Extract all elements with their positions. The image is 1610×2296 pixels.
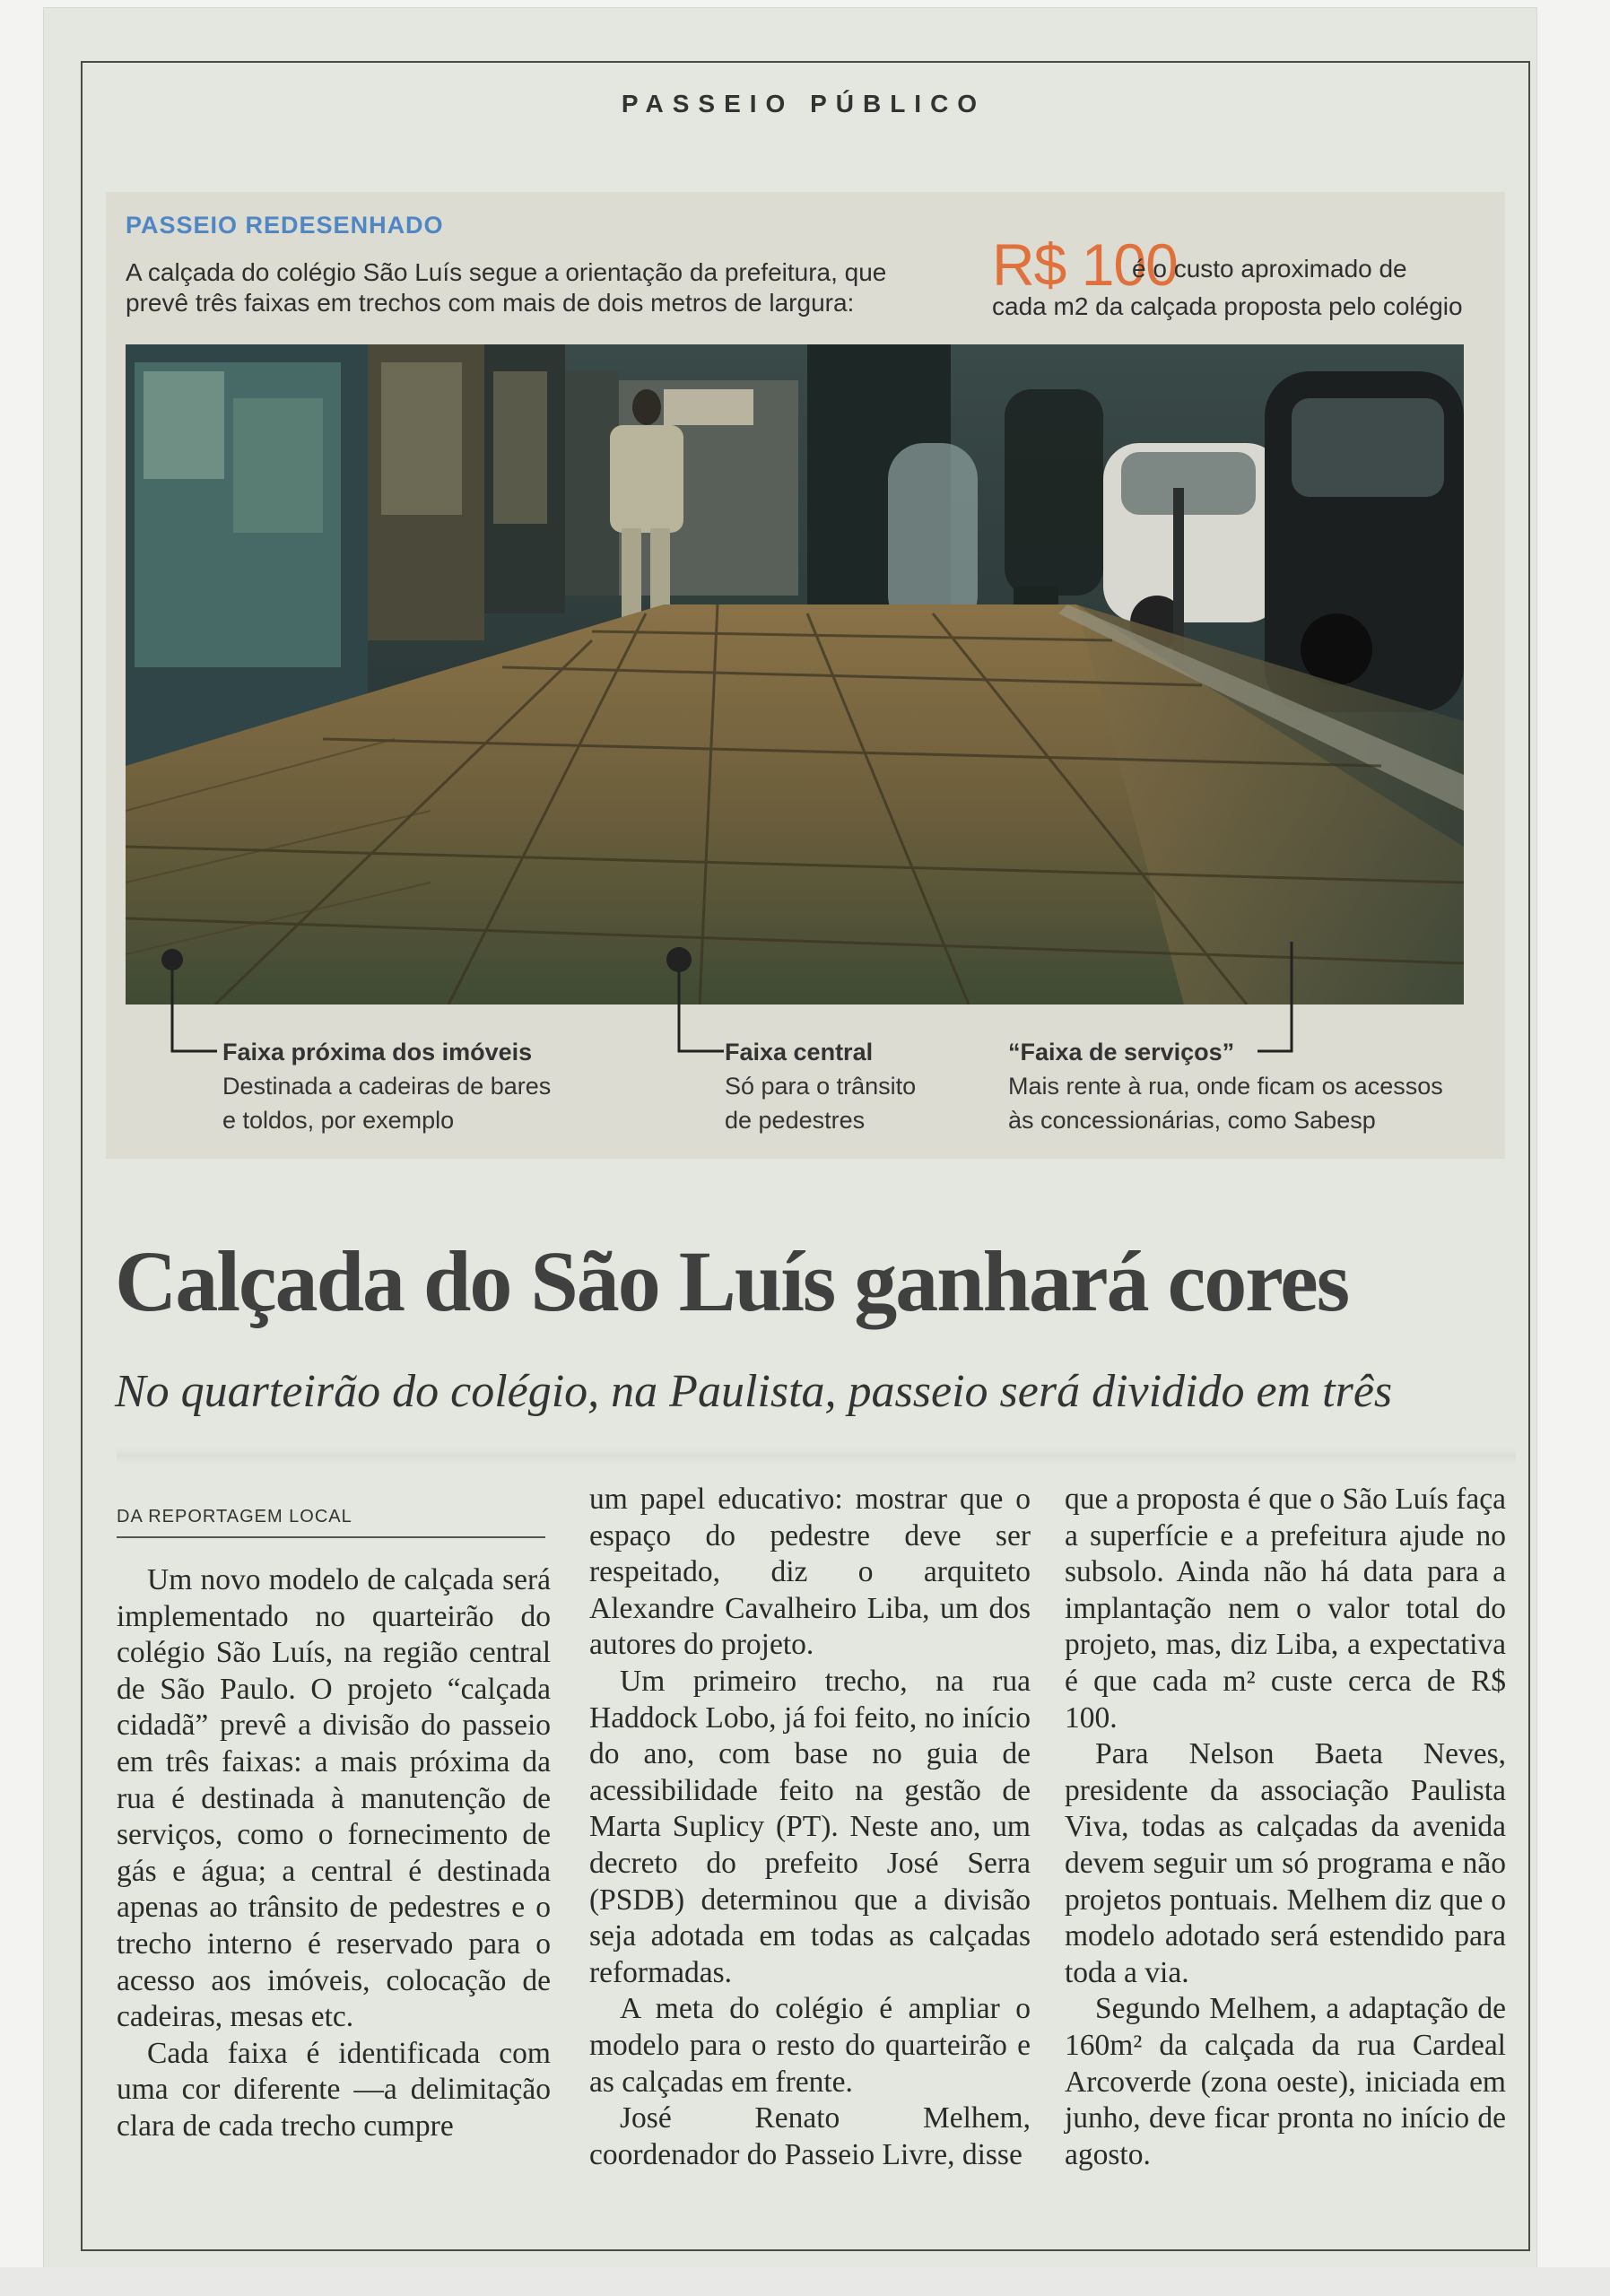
paragraph: Um novo modelo de calçada será implementado no quarteirão do colégio São Luís, na região central de São Paulo. O projeto “calçada cidadã” prevê a divisão do passeio em três faixas: a mais próxima da rua é destinada à manutenção de serviços, como o fornecimento de gás e água; a central é destinada apenas ao trânsito de pedestres e o trecho interno é reservado para o acesso aos imóveis, colocação de cadeiras, mesas etc. xyxy=(117,1563,551,2034)
bleed-through-line xyxy=(117,1446,1516,1465)
article-column-2 xyxy=(589,1482,1031,2173)
lane-label-services: “Faixa de serviços” Mais rente à rua, onde ficam os acessos às concessionárias, como Sabesp xyxy=(1008,1039,1443,1134)
cost-value: R$ 100 xyxy=(992,231,1178,298)
scan-bottom-strip xyxy=(0,2267,1610,2296)
article-headline: Calçada do São Luís ganhará cores xyxy=(115,1233,1349,1329)
paragraph: Para Nelson Baeta Neves, presidente da associação Paulista Viva, todas as calçadas da avenida devem seguir um só programa e não projetos pontuais. Melhem diz que o modelo adotado será estendido para toda a via. xyxy=(1065,1737,1506,1989)
sidewalk-photo xyxy=(126,344,1464,1004)
paragraph: José Renato Melhem, coordenador do Passeio Livre, disse xyxy=(589,2101,1031,2171)
infographic-kicker: PASSEIO REDESENHADO xyxy=(126,212,444,239)
paragraph: Segundo Melhem, a adaptação de 160m² da calçada da rua Cardeal Arcoverde (zona oeste), iniciada em junho, deve ficar pronta no início de agosto. xyxy=(1065,1992,1506,2171)
article-column-3 xyxy=(1065,1482,1506,2173)
paragraph: Cada faixa é identificada com uma cor diferente —a delimitação clara de cada trecho cumpre xyxy=(117,2036,551,2143)
paragraph: que a proposta é que o São Luís faça a superfície e a prefeitura ajude no subsolo. Ainda não há data para a implantação nem o valor total do projeto, mas, diz Liba, a expectativa é que cada m² custe cerca de R$ 100. xyxy=(1065,1483,1506,1735)
paragraph: um papel educativo: mostrar que o espaço do pedestre deve ser respeitado, diz o arquiteto Alexandre Cavalheiro Liba, um dos autores do projeto. xyxy=(589,1483,1031,1662)
intro-line-1: A calçada do colégio São Luís segue a orientação da prefeitura, que xyxy=(126,258,887,286)
article-subhead: No quarteirão do colégio, na Paulista, passeio será dividido em três xyxy=(115,1366,1393,1417)
lane-label-central: Faixa central Só para o trânsito de pedestres xyxy=(725,1039,917,1134)
lane-label-near-buildings: Faixa próxima dos imóveis Destinada a cadeiras de bares e toldos, por exemplo xyxy=(222,1039,552,1134)
infographic-intro xyxy=(126,257,933,318)
section-title: PASSEIO PÚBLICO xyxy=(621,90,987,117)
cost-text-line-1: é o custo aproximado de xyxy=(1132,255,1407,283)
intro-line-2: prevê três faixas em trechos com mais de dois metros de largura: xyxy=(126,289,855,317)
byline: DA REPORTAGEM LOCAL xyxy=(117,1507,545,1538)
cost-text-line-2: cada m2 da calçada proposta pelo colégio xyxy=(992,292,1463,320)
article-column-1 xyxy=(117,1562,551,2145)
paragraph: A meta do colégio é ampliar o modelo para o resto do quarteirão e as calçadas em frente. xyxy=(589,1992,1031,2099)
paragraph: Um primeiro trecho, na rua Haddock Lobo, já foi feito, no início do ano, com base no guia de acessibilidade feito na gestão de Marta Suplicy (PT). Neste ano, um decreto do prefeito José Serra (PSDB) determinou que a divisão seja adotada em todas as calçadas reformadas. xyxy=(589,1664,1031,1989)
